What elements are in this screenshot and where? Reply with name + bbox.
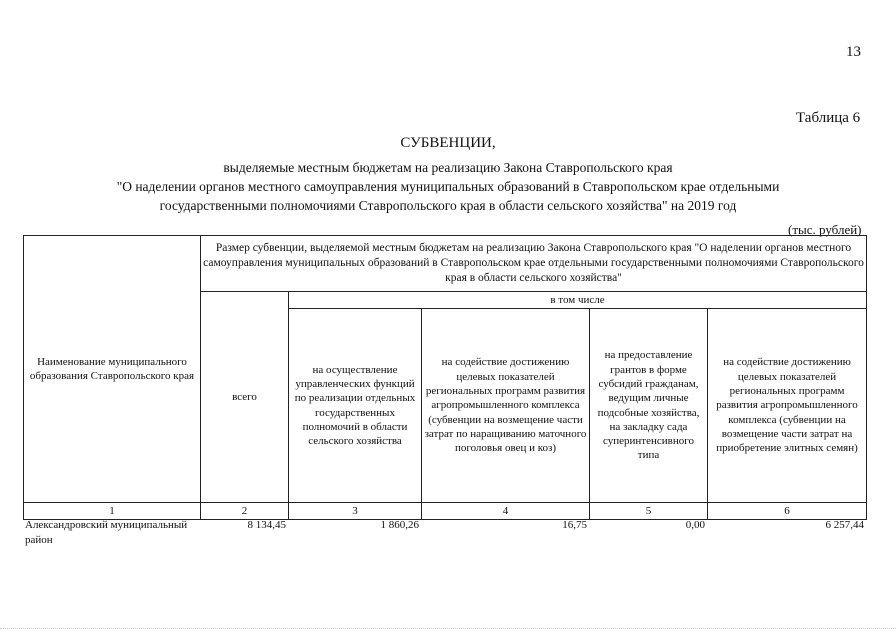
header-col-6: на содействие достижению целевых показателей региональных программ развития агропромышленного комплекса (субвенции на возмещение части затрат на приобретение элитных семян) (708, 309, 867, 503)
subtitle-line-1: выделяемые местным бюджетам на реализацию Закона Ставропольского края (223, 160, 673, 175)
column-number-1: 1 (24, 503, 201, 520)
table-row (23, 518, 866, 548)
row-value-col-5: 0,00 (685, 519, 705, 531)
row-value-col-3: 1 860,26 (380, 519, 419, 531)
column-number-6: 6 (708, 503, 867, 520)
subtitle-line-2: "О наделении органов местного самоуправления муниципальных образований в Ставропольском крае отдельными (116, 179, 780, 194)
header-subvention-group: Размер субвенции, выделяемой местным бюджетам на реализацию Закона Ставропольского края "О наделении органов местного самоуправления муниципальных образований в Ставропольском крае отдельными государственными полномочиями Ставропольского края в области сельского хозяйства" (201, 236, 867, 292)
header-col-3: на осуществление управленческих функций по реализации отдельных государственных полномочий в области сельского хозяйства (289, 309, 422, 503)
row-value-col-4: 16,75 (562, 519, 587, 531)
column-number-3: 3 (289, 503, 422, 520)
header-col-5: на предоставление грантов в форме субсидий гражданам, ведущим личные подсобные хозяйства, на закладку сада суперинтенсивного типа (590, 309, 708, 503)
units-label: (тыс. рублей) (788, 222, 862, 237)
column-number-5: 5 (590, 503, 708, 520)
subtitle-line-3: государственными полномочиями Ставропольского края в области сельского хозяйства" на 2019 год (159, 198, 737, 213)
row-municipality-name: Александровский муниципальный район (25, 519, 188, 546)
header-total: всего (201, 292, 289, 503)
table-label: Таблица 6 (796, 110, 861, 126)
bottom-scan-divider (0, 628, 896, 629)
column-number-4: 4 (422, 503, 590, 520)
row-value-col-6: 6 257,44 (825, 519, 864, 531)
subvention-data-table (23, 518, 866, 548)
header-municipality-name: Наименование муниципального образования Ставропольского края (24, 236, 201, 503)
row-value-total: 8 134,45 (247, 519, 286, 531)
column-number-2: 2 (201, 503, 289, 520)
header-including: в том числе (289, 292, 867, 309)
page-number: 13 (846, 44, 861, 60)
header-col-4: на содействие достижению целевых показателей региональных программ развития агропромышленного комплекса (субвенции на возмещение части затрат по наращиванию маточного поголовья овец и коз) (422, 309, 590, 503)
document-title: СУБВЕНЦИИ, (400, 135, 496, 151)
subvention-header-table (23, 235, 867, 520)
